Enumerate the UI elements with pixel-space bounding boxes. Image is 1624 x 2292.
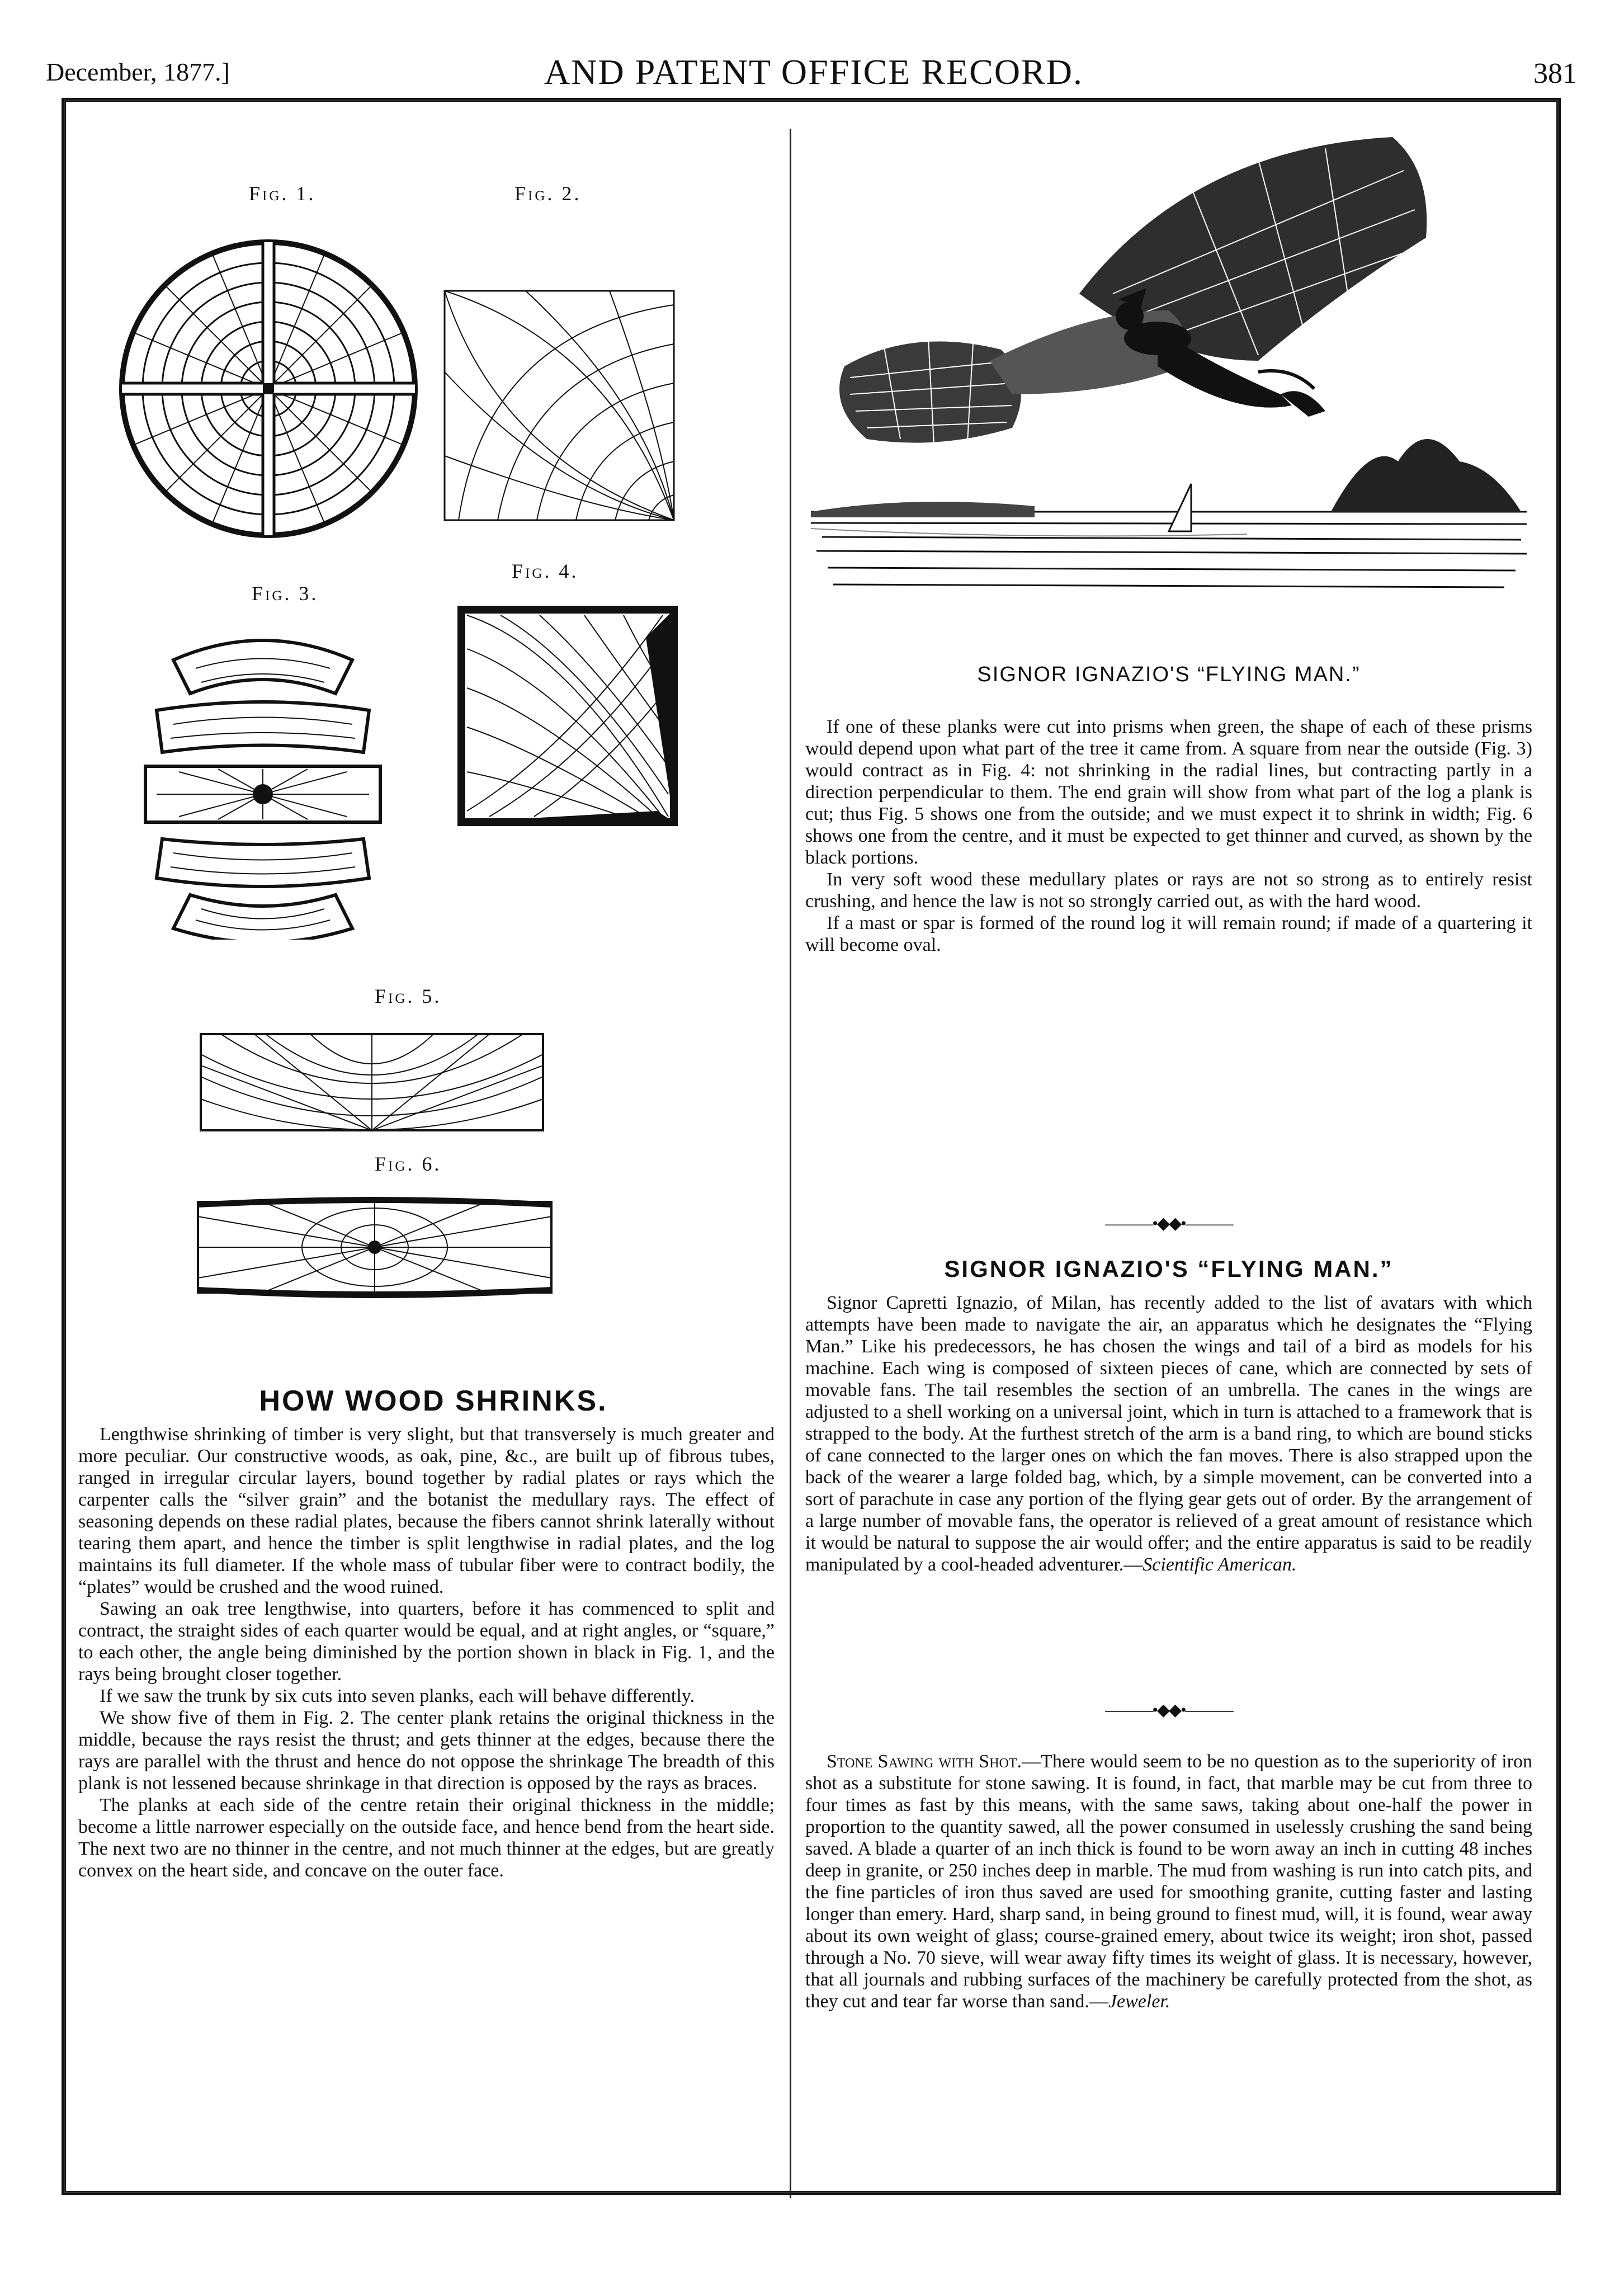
wood-paragraph: We show five of them in Fig. 2. The center plank retains the original thickness in the middle, because the rays resist the thrust; and gets thinner at the edges, because there the rays are parallel with the thrust and hence do not oppose the shrinkage The breadth of this plank is not lessened because shrinkage in that direction is opposed by the rays as braces. (78, 1708, 775, 1794)
fig1-quartered-log-illustration (112, 232, 425, 545)
fig4-shrunk-square-illustration (456, 604, 679, 828)
stone-sawing-source: Jeweler. (1108, 1991, 1170, 2012)
stone-sawing-lead: Stone Sawing with Shot. (827, 1751, 1022, 1772)
issue-date: December, 1877.] (46, 58, 230, 86)
page-number: 381 (1533, 58, 1577, 89)
wood-article-continued (805, 716, 1532, 956)
column-divider (790, 129, 791, 2198)
journal-title: AND PATENT OFFICE RECORD. (544, 52, 1083, 92)
flying-article-title: SIGNOR IGNAZIO'S “FLYING MAN.” (944, 1256, 1394, 1282)
flying-source: Scientific American. (1143, 1554, 1297, 1575)
left-column (78, 168, 786, 2192)
fig1-caption: Fig. 1. (249, 182, 316, 205)
wood-article-title: HOW WOOD SHRINKS. (259, 1385, 608, 1417)
wood-paragraph: If we saw the trunk by six cuts into seven planks, each will behave differently. (100, 1686, 695, 1706)
fig5-caption: Fig. 5. (375, 985, 442, 1007)
fig3-caption: Fig. 3. (252, 582, 319, 605)
flying-man-engraving (800, 126, 1538, 624)
wood-paragraph: Lengthwise shrinking of timber is very slight, but that transversely is much greater and more peculiar. Our constructive woods, as oak, pine, &c., are built up of fibrous tubes, ranged in irregular circular layers, bound together by radial plates or rays which the carpenter calls the “silver grain” and the botanist the medullary rays. The effect of seasoning depends on these radial plates, because the fibers cannot shrink laterally without tearing them apart, and hence the timber is split lengthwise in radial plates, and the log maintains its full diameter. If the whole mass of tubular fiber were to contract bodily, the “plates” would be crushed and the wood ruined. (78, 1424, 775, 1597)
wood-continued-paragraph: If a mast or spar is formed of the round log it will remain round; if made of a quartering it will become oval. (805, 913, 1532, 955)
flying-paragraph: Signor Capretti Ignazio, of Milan, has recently added to the list of avatars with which attempts have been made to navigate the air, an apparatus which he designates the “Flying Man.” Like his predecessors, he has chosen the wings and tail of a bird as models for his machine. Each wing is composed of sixteen pieces of cane, which are connected by sets of movable fans. The tail resembles the section of an umbrella. The canes in the wings are adjusted to a shell working on a universal joint, which in turn is attached to a framework that is strapped to the body. At the furthest stretch of the arm is a band ring, to which are bound sticks of cane connected to the larger ones on which the fan moves. There is also strapped upon the back of the wearer a large folded bag, which, by a simple movement, can be converted into a sort of parachute in case any portion of the flying gear gets out of order. By the arrangement of a large number of movable fans, the operator is relieved of a great amount of resistance which it would be natural to suppose the air would offer; and the entire apparatus is said to be readily manipulated by a cool-headed adventurer. (805, 1293, 1532, 1575)
fig4-caption: Fig. 4. (512, 560, 579, 582)
section-ornament: ———•◆◆•——— (1105, 1214, 1233, 1233)
wood-paragraph: The planks at each side of the centre retain their original thickness in the middle; become a little narrower especially on the outside face, and hence bend from the heart side. The next two are no thinner in the centre, and not much thinner at the edges, but are greatly convex on the heart side, and concave on the outer face. (78, 1795, 775, 1881)
stone-sawing-article: Stone Sawing with Shot.—There would seem to be no question as to the superiority of iron shot as a substitute for stone sawing. It is found, in fact, that marble may be cut from three to four times as fast by this means, with the same saws, taking about one-half the power in proportion to the quantity sawed, all the power consumed in uselessly crushing the sand being saved. A blade a quarter of an inch thick is found to be worn away an inch in cutting 48 inches deep in granite, or 250 inches deep in marble. The mud from washing is run into catch pits, and the fine particles of iron thus saved are used for smoothing granite, cutting faster and lasting longer than emery. Hard, sharp sand, in being ground to finest mud, will, it is found, wear away about its own weight of glass; course-grained emery, about twice its weight; iron shot, passed through a No. 70 sieve, will wear away fifty times its weight of glass. It is necessary, however, that all journals and rubbing surfaces of the machinery be carefully protected from the shot, as they cut and tear far worse than sand.—Jeweler. (805, 1751, 1532, 2012)
fig5-outer-plank-illustration (199, 1032, 545, 1133)
fig3-planks-illustration (134, 626, 391, 940)
wood-continued-paragraph: In very soft wood these medullary plates or rays are not so strong as to entirely resist crushing, and hence the law is not so strongly carried out, as with the hard wood. (805, 869, 1532, 912)
fig2-square-section-illustration (442, 288, 677, 523)
wood-continued-paragraph: If one of these planks were cut into prisms when green, the shape of each of these prisms would depend upon what part of the tree it came from. A square from near the outside (Fig. 3) would contract as in Fig. 4: not shrinking in the radial lines, but contracting partly in a direction perpendicular to them. The end grain will show from what part of the log a plank is cut; thus Fig. 5 shows one from the outside; and we must expect it to shrink in width; Fig. 6 shows one from the centre, and it must be expected to get thinner and curved, as shown by the black portions. (805, 716, 1532, 868)
right-column (800, 126, 1538, 2195)
wood-paragraph: Sawing an oak tree lengthwise, into quarters, before it has commenced to split and contract, the straight sides of each quarter would be equal, and at right angles, or “square,” to each other, the angle being diminished by the portion shown in black in Fig. 1, and the rays being brought closer together. (78, 1598, 775, 1685)
fig6-caption: Fig. 6. (375, 1153, 442, 1175)
stone-sawing-body: There would seem to be no question as to the superiority of iron shot as a substitute for stone sawing. It is found, in fact, that marble may be cut from three to four times as fast by this means, with the same saws, taking about one-half the power in proportion to the quantity sawed, all the power consumed in uselessly crushing the sand being saved. A blade a quarter of an inch thick is found to be worn away an inch in cutting 48 inches deep in granite, or 250 inches deep in marble. The mud from washing is run into catch pits, and the fine particles of iron thus saved are used for smoothing granite, cutting faster and lasting longer than emery. Hard, sharp sand, in being ground to finest mud, will, it is found, wear away about its own weight of glass; course-grained emery, about twice its weight; iron shot, passed through a No. 70 sieve, will wear away fifty times its weight of glass. It is necessary, however, that all journals and rubbing surfaces of the machinery be carefully protected from the shot, as they cut and tear far worse than sand. (805, 1751, 1532, 2012)
flying-article-body: Signor Capretti Ignazio, of Milan, has recently added to the list of avatars with which attempts have been made to navigate the air, an apparatus which he designates the “Flying Man.” Like his predecessors, he has chosen the wings and tail of a bird as models for his machine. Each wing is composed of sixteen pieces of cane, which are connected by sets of movable fans. The tail resembles the section of an umbrella. The canes in the wings are adjusted to a shell working on a universal joint, which in turn is attached to a framework that is strapped to the body. At the furthest stretch of the arm is a band ring, to which are bound sticks of cane connected to the larger ones on which the fan moves. There is also strapped upon the back of the wearer a large folded bag, which, by a simple movement, can be converted into a sort of parachute in case any portion of the flying gear gets out of order. By the arrangement of a large number of movable fans, the operator is relieved of a great amount of resistance which it would be natural to suppose the air would offer; and the entire apparatus is said to be readily manipulated by a cool-headed adventurer.—Scientific American. (805, 1293, 1532, 1575)
fig6-centre-plank-illustration (196, 1194, 554, 1300)
wood-article-body (78, 1423, 775, 1881)
section-ornament: ———•◆◆•——— (1105, 1701, 1233, 1719)
fig2-caption: Fig. 2. (514, 182, 582, 205)
flying-man-image-caption: SIGNOR IGNAZIO'S “FLYING MAN.” (977, 663, 1361, 686)
